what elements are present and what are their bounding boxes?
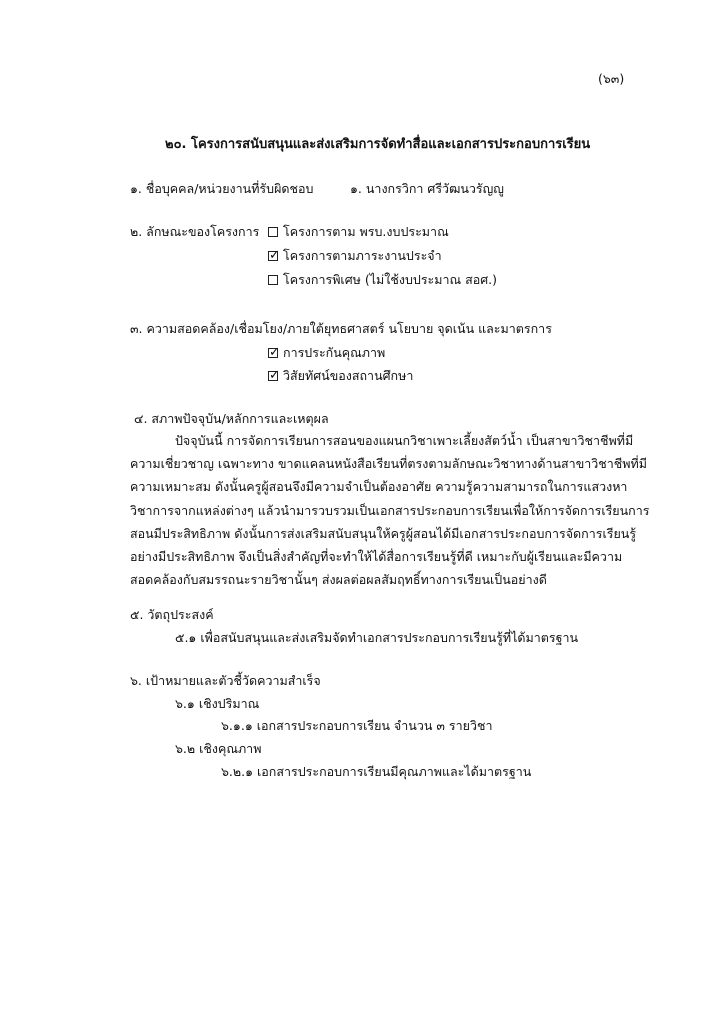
rationale-line: อย่างมีประสิทธิภาพ จึงเป็นสิ่งสำคัญที่จะทำให้ได้สื่อการเรียนรู้ที่ดี เหมาะกับผู้เรียนและมีความ (130, 549, 623, 564)
rationale-line: สอดคล้องกับสมรรถนะรายวิชานั้นๆ ส่งผลต่อผลสัมฤทธิ์ทางการเรียนเป็นอย่างดี (130, 572, 547, 587)
quantity-label: ๖.๑ เชิงปริมาณ (175, 696, 260, 711)
rationale-line: ปัจจุบันนี้ การจัดการเรียนการสอนของแผนกวิชาเพาะเลี้ยงสัตว์น้ำ เป็นสาขาวิชาชีพที่มี (175, 433, 634, 448)
option-label: โครงการตาม พรบ.งบประมาณ (283, 224, 449, 239)
objective-item: ๕.๑ เพื่อสนับสนุนและส่งเสริมจัดทำเอกสารประกอบการเรียนรู้ที่ได้มาตรฐาน (175, 630, 579, 645)
rationale-line: วิชาการจากแหล่งต่างๆ แล้วนำมารวบรวมเป็นเอกสารประกอบการเรียนเพื่อให้การจัดการเรียนการ (130, 503, 650, 518)
rationale-line: ความเชี่ยวชาญ เฉพาะทาง ขาดแคลนหนังสือเรียนที่ตรงตามลักษณะวิชาทางด้านสาขาวิชาชีพที่มี (130, 456, 647, 471)
page-title: ๒๐. โครงการสนับสนุนและส่งเสริมการจัดทำสื่อและเอกสารประกอบการเรียน (165, 137, 591, 152)
quality-item: ๖.๒.๑ เอกสารประกอบการเรียนมีคุณภาพและได้มาตรฐาน (221, 764, 532, 779)
objective-label: ๕. วัตถุประสงค์ (130, 607, 214, 622)
alignment-option (268, 344, 385, 362)
alignment-option (268, 367, 413, 385)
project-type-option (268, 223, 449, 241)
rationale-label: ๔. สภาพปัจจุบัน/หลักการและเหตุผล (134, 411, 329, 426)
checkbox-unchecked-icon (268, 275, 278, 285)
rationale-line: สอนมีประสิทธิภาพ ดังนั้นการส่งเสริมสนับสนุนให้ครูผู้สอนได้มีเอกสารประกอบการจัดการเรียนรู้ (130, 526, 637, 541)
quality-label: ๖.๒ เชิงคุณภาพ (175, 741, 262, 756)
responsible-value: ๑. นางกรวิกา ศรีวัฒนวรัญญู (350, 181, 504, 196)
project-type-option (268, 271, 497, 289)
option-label: วิสัยทัศน์ของสถานศึกษา (283, 368, 414, 383)
checkbox-checked-icon (268, 251, 278, 261)
option-label: โครงการตามภาระงานประจำ (283, 248, 442, 263)
checkbox-checked-icon (268, 371, 278, 381)
project-type-label: ๒. ลักษณะของโครงการ (130, 224, 260, 239)
page-number: (๖๓) (598, 71, 625, 86)
checkbox-checked-icon (268, 348, 278, 358)
project-type-option (268, 247, 442, 265)
option-label: การประกันคุณภาพ (283, 345, 386, 360)
responsible-label: ๑. ชื่อบุคคล/หน่วยงานที่รับผิดชอบ (130, 181, 314, 196)
goals-label: ๖. เป้าหมายและตัวชี้วัดความสำเร็จ (130, 673, 321, 688)
rationale-line: ความเหมาะสม ดังนั้นครูผู้สอนจึงมีความจำเป็นต้องอาศัย ความรู้ความสามารถในการแสวงหา (130, 479, 628, 494)
alignment-label: ๓. ความสอดคล้อง/เชื่อมโยง/ภายใต้ยุทธศาสตร์ นโยบาย จุดเน้น และมาตรการ (130, 321, 552, 336)
checkbox-unchecked-icon (268, 227, 278, 237)
option-label: โครงการพิเศษ (ไม่ใช้งบประมาณ สอศ.) (283, 272, 497, 287)
quantity-item: ๖.๑.๑ เอกสารประกอบการเรียน จำนวน ๓ รายวิชา (221, 718, 493, 733)
